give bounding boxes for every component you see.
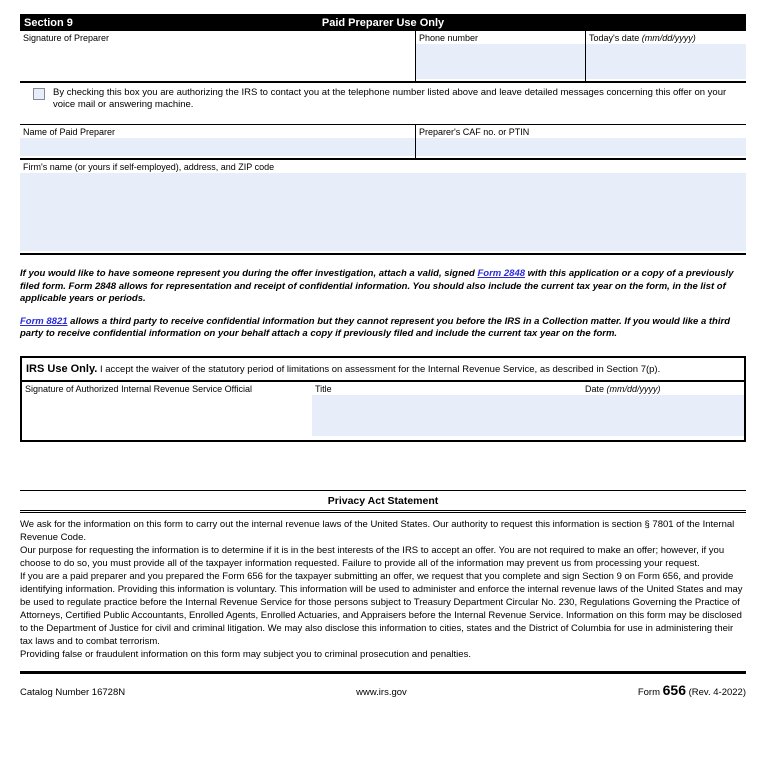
irs-official-signature-cell — [22, 382, 312, 440]
irs-date-label — [582, 382, 744, 395]
irs-use-only-title: IRS Use Only. — [26, 362, 98, 375]
irs-title-cell — [312, 382, 582, 440]
todays-date-label — [586, 31, 746, 44]
irs-use-only-header — [22, 358, 744, 382]
irs-use-only-text: I accept the waiver of the statutory period of limitations on assessment for the Internal Revenue Service, as described in Section 7(p). — [97, 363, 661, 375]
irs-date-format: (mm/dd/yyyy) — [606, 383, 661, 394]
irs-use-only-box — [20, 356, 746, 442]
section9-label: Section 9 — [24, 16, 73, 29]
contact-authorization-row — [20, 87, 746, 111]
todays-date-cell — [585, 31, 746, 81]
privacy-paragraph-3: If you are a paid preparer and you prepared the Form 656 for the taxpayer submitting an offer, we request that you complete and sign Section 9 on Form 656, and provide identifying information. Providing this information is voluntary. This information will be used to administer and enforce the internal revenue laws of the United States and may be used to regulate practice before the Internal Revenue Service for those persons subject to Treasury Department Circular No. 230, Regulations Governing the Practice of Attorneys, Certified Public Accountants, Enrolled Agents, Enrolled Actuaries, and Appraisers before the Internal Revenue Service. Information on this form may be disclosed to the Department of Justice for civil and criminal litigation. We may also disclose this information to cities, states and the District of Columbia for use in administering their tax laws and to combat terrorism. — [20, 570, 743, 647]
signature-of-preparer-cell — [20, 31, 415, 81]
preparer-caf-ptin-label: Preparer's CAF no. or PTIN — [419, 127, 530, 137]
form-word: Form — [637, 686, 663, 698]
name-of-paid-preparer-field[interactable] — [20, 138, 415, 156]
irs-date-label-text: Date — [585, 383, 607, 394]
phone-number-cell — [415, 31, 585, 81]
form-8821-paragraph — [20, 316, 746, 341]
preparer-caf-ptin-cell — [415, 125, 746, 158]
form-content — [20, 14, 746, 698]
firm-name-row — [20, 160, 746, 255]
privacy-act-statement-body — [20, 513, 746, 661]
form-2848-text-pre: If you would like to have someone represent you during the offer investigation, attach a valid, signed — [20, 268, 478, 279]
name-of-paid-preparer-label: Name of Paid Preparer — [23, 127, 116, 137]
phone-number-label: Phone number — [419, 33, 479, 43]
firm-name-label: Firm's name (or yours if self-employed), address, and ZIP code — [23, 162, 275, 172]
privacy-act-statement-section — [20, 490, 746, 661]
form-2848-paragraph — [20, 268, 746, 306]
todays-date-field[interactable] — [586, 44, 746, 79]
irs-use-only-fields-row — [22, 382, 744, 440]
form-656-page — [0, 14, 768, 767]
signature-of-preparer-label: Signature of Preparer — [23, 33, 110, 43]
firm-name-field[interactable] — [20, 173, 746, 251]
contact-authorization-checkbox[interactable] — [33, 88, 45, 100]
footer — [20, 674, 746, 698]
preparer-signature-row — [20, 31, 746, 83]
form-number-revision — [638, 682, 746, 698]
irs-date-field[interactable] — [582, 395, 744, 436]
form-2848-link[interactable]: Form 2848 — [477, 268, 526, 279]
phone-number-field[interactable] — [416, 44, 585, 79]
privacy-paragraph-2: Our purpose for requesting the information is to determine if it is in the best interests of the IRS to accept an offer. You are not required to make an offer; however, if you choose to do so, you must provide all of the taxpayer information requested. Failure to provide all of the information may prevent us from processing your request. — [20, 544, 725, 569]
name-of-paid-preparer-cell — [20, 125, 415, 158]
form-8821-text-post: allows a third party to receive confidential information but they cannot represent you before the IRS in a Collection matter. If you would like a third party to receive confidential information on your behalf attach a copy if previously filed and include the current tax year on the form. — [20, 315, 730, 339]
preparer-caf-ptin-field[interactable] — [416, 138, 746, 156]
form-2848-text-post: with this application or a copy of a previously filed form. Form 2848 allows for representation and receipt of confidential information. You should also include the current tax year on the form, in the list of applicable years or periods. — [20, 268, 734, 304]
privacy-paragraph-1: We ask for the information on this form to carry out the internal revenue laws of the United States. Our authority to request this information is section § 7801 of the Internal Revenue Code. — [20, 518, 735, 543]
section9-title: Paid Preparer Use Only — [321, 16, 445, 29]
form-8821-link[interactable]: Form 8821 — [20, 315, 68, 327]
irs-website: www.irs.gov — [356, 686, 407, 698]
irs-title-label: Title — [315, 383, 332, 394]
form-number: 656 — [662, 681, 686, 698]
irs-official-signature-field[interactable] — [22, 395, 312, 436]
privacy-act-statement-heading: Privacy Act Statement — [20, 490, 746, 513]
signature-of-preparer-field[interactable] — [20, 44, 415, 79]
paid-preparer-name-row — [20, 124, 746, 160]
todays-date-label-text: Today's date — [589, 33, 642, 43]
catalog-number: Catalog Number 16728N — [20, 686, 126, 698]
form-revision: (Rev. 4-2022) — [685, 686, 746, 698]
section9-header-bar — [20, 14, 746, 31]
irs-official-signature-label: Signature of Authorized Internal Revenue Service Official — [25, 383, 252, 394]
contact-authorization-text: By checking this box you are authorizing the IRS to contact you at the telephone number listed above and leave detailed messages concerning this offer on your voice mail or answering machine. — [53, 87, 727, 110]
privacy-paragraph-4: Providing false or fraudulent information on this form may subject you to criminal prosecution and penalties. — [20, 648, 471, 660]
todays-date-format: (mm/dd/yyyy) — [641, 33, 696, 43]
irs-title-field[interactable] — [312, 395, 582, 436]
irs-date-cell — [582, 382, 744, 440]
